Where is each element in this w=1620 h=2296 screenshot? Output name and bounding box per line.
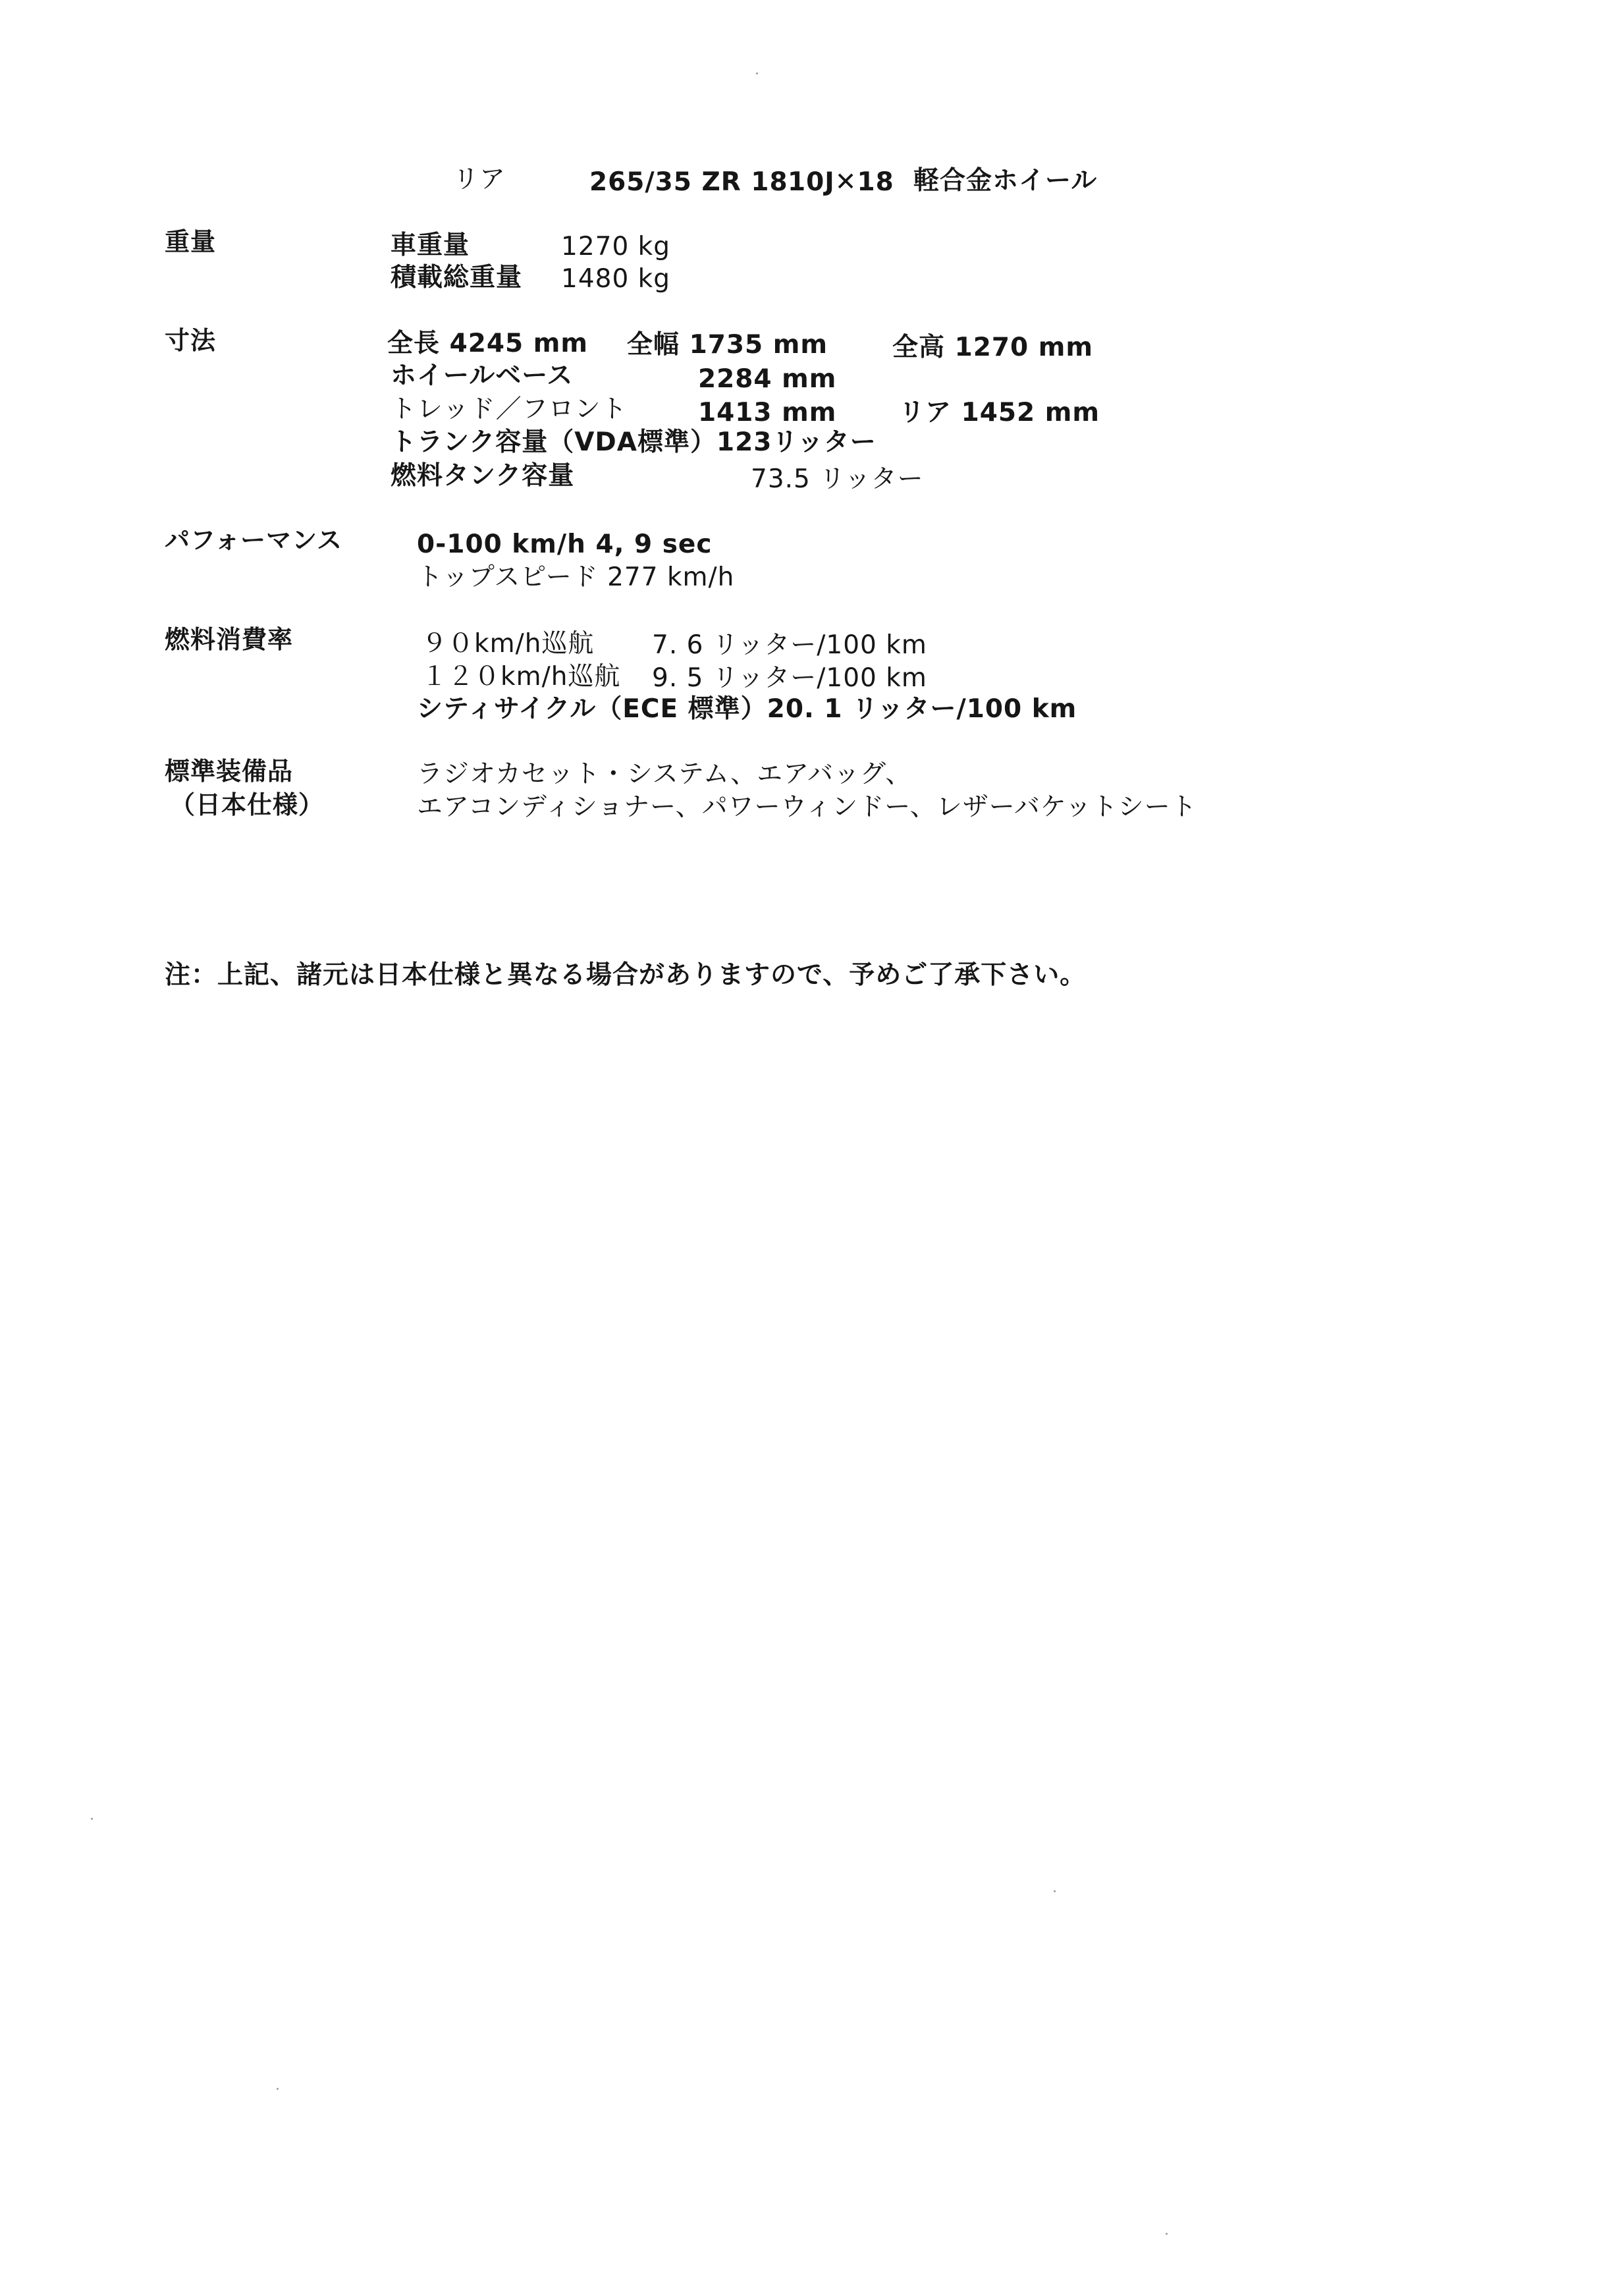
cruise-90-value: 7. 6 リッター/100 km xyxy=(652,630,927,660)
gross-weight-label: 積載総重量 xyxy=(391,263,523,292)
performance-label: パフォーマンス xyxy=(165,526,342,555)
scan-speck xyxy=(277,2088,279,2090)
rear-tire-size: 265/35 ZR 18 xyxy=(589,167,788,197)
equipment-line-2: エアコンディショナー、パワーウィンドー、レザーバケットシート xyxy=(417,792,1197,822)
equipment-line-1: ラジオカセット・システム、エアバッグ、 xyxy=(417,759,912,789)
tread-label: トレッド／フロント xyxy=(391,395,628,424)
weight-label: 重量 xyxy=(165,227,217,256)
tread-rear-value: リア 1452 mm xyxy=(899,398,1100,427)
rear-wheel-size: 10J✕18 xyxy=(788,167,894,197)
top-speed: トップスピード 277 km/h xyxy=(417,562,735,592)
fuel-tank-value: 73.5 リッター xyxy=(751,464,924,494)
cruise-120-value: 9. 5 リッター/100 km xyxy=(652,663,927,693)
scan-speck xyxy=(91,1818,93,1820)
fuel-consumption-label: 燃料消費率 xyxy=(165,625,294,654)
overall-length: 全長 4245 mm xyxy=(387,329,588,358)
curb-weight-value: 1270 kg xyxy=(561,232,670,261)
trunk-capacity: トランク容量（VDA標準）123リッター xyxy=(391,427,877,457)
dimensions-label: 寸法 xyxy=(165,326,217,355)
footnote: 注：上記、諸元は日本仕様と異なる場合がありますので、予めご了承下さい。 xyxy=(165,960,1087,990)
wheelbase-label: ホイールベース xyxy=(391,361,574,391)
gross-weight-value: 1480 kg xyxy=(561,264,670,294)
cruise-120-label: １２０km/h巡航 xyxy=(421,662,621,692)
tread-front-value: 1413 mm xyxy=(698,398,837,427)
acceleration: 0-100 km/h 4, 9 sec xyxy=(417,530,713,559)
curb-weight-label: 車重量 xyxy=(391,231,470,260)
equipment-label: 標準装備品 xyxy=(165,757,294,786)
scan-speck xyxy=(1166,2233,1168,2235)
scan-speck xyxy=(1054,1890,1056,1892)
rear-wheel-type: 軽合金ホイール xyxy=(913,166,1098,196)
rear-tire-label: リア xyxy=(453,165,506,194)
equipment-sublabel: （日本仕様） xyxy=(170,790,325,819)
cruise-90-label: ９０km/h巡航 xyxy=(421,629,595,659)
scan-speck xyxy=(756,72,758,74)
wheelbase-value: 2284 mm xyxy=(698,364,837,394)
overall-height: 全高 1270 mm xyxy=(892,333,1093,362)
overall-width: 全幅 1735 mm xyxy=(627,330,828,360)
fuel-tank-label: 燃料タンク容量 xyxy=(391,461,575,491)
city-cycle: シティサイクル（ECE 標準）20. 1 リッター/100 km xyxy=(417,694,1077,724)
